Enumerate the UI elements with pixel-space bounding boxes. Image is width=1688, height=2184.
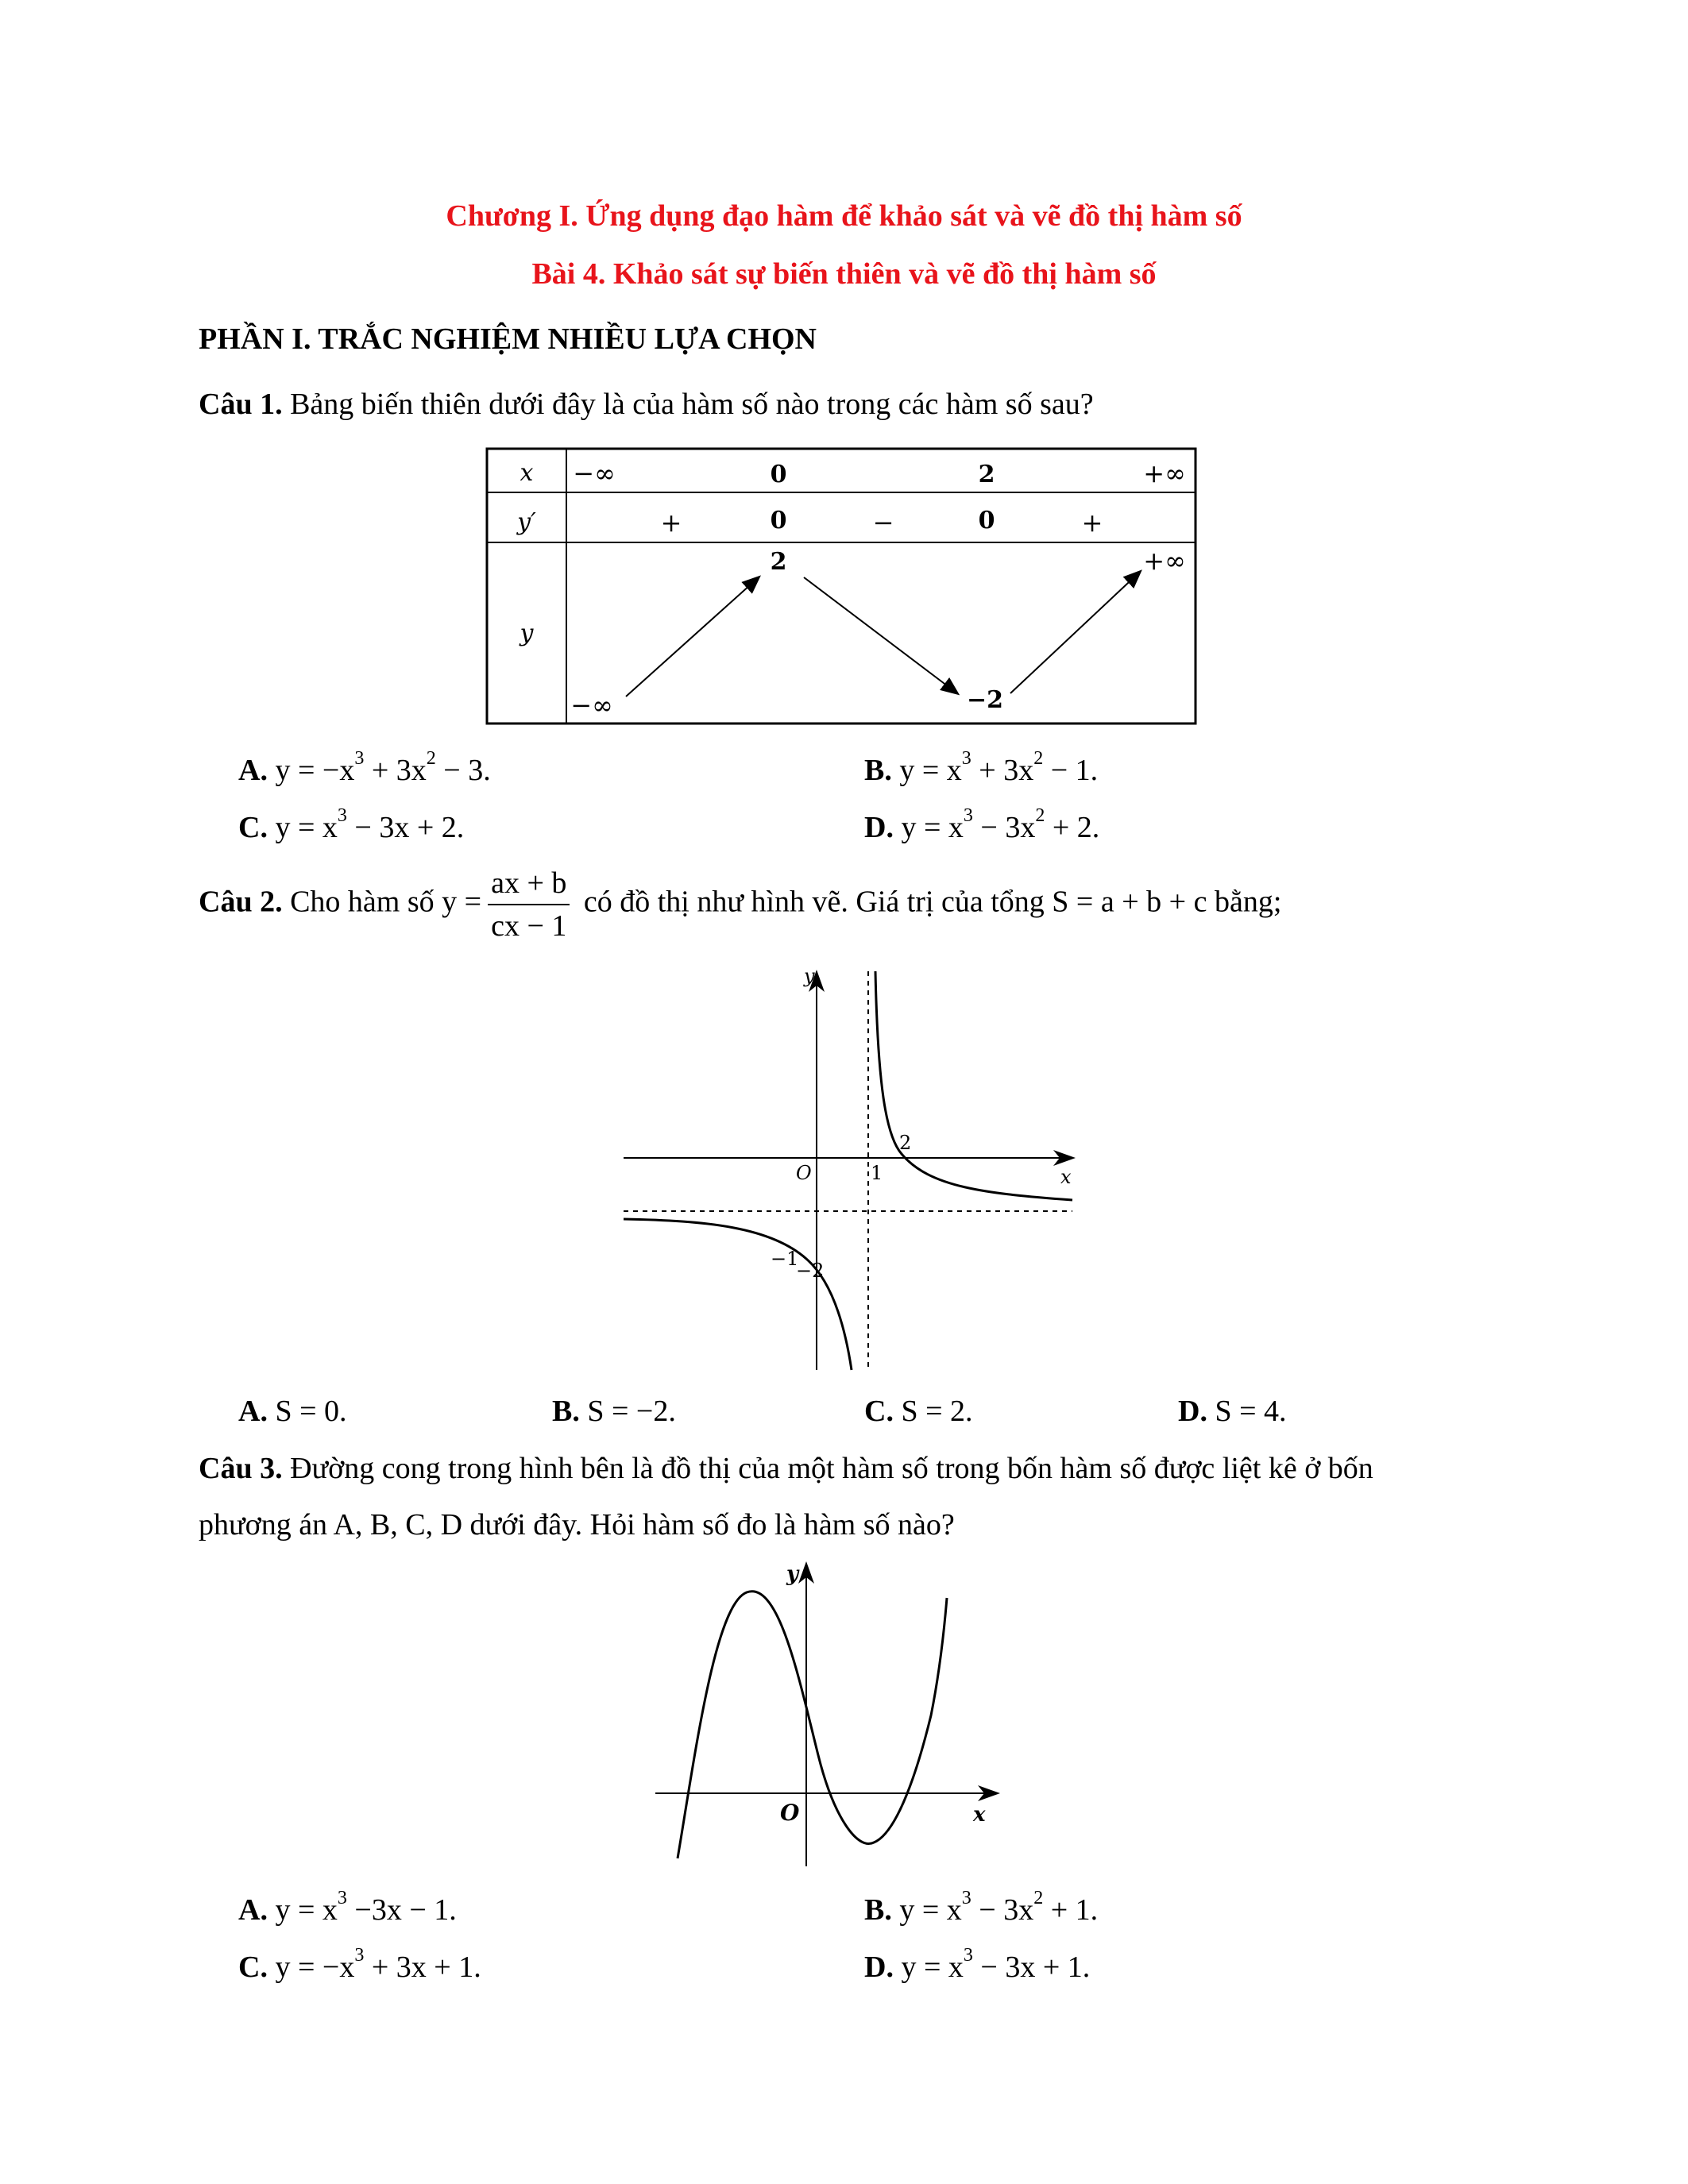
- yprime-zero: 0: [978, 507, 995, 534]
- origin-label: O: [796, 1162, 812, 1184]
- yprime-sign: −: [872, 507, 894, 538]
- fraction: $\frac{ax + b}{cx - 1}$: [488, 866, 570, 943]
- yprime-sign: +: [1081, 507, 1103, 538]
- q2-option-b[interactable]: B. S = −2.: [552, 1395, 676, 1428]
- q1-option-c[interactable]: C. $y = x^3 - 3x + 2$.: [238, 805, 465, 844]
- question-1-label: Câu 1.: [199, 388, 283, 421]
- x-value: 2: [978, 461, 995, 488]
- graph-branch-right: [875, 971, 1072, 1200]
- x-axis-label: x: [973, 1803, 986, 1827]
- x-value: +∞: [1143, 458, 1186, 488]
- y-value: +∞: [1143, 546, 1186, 576]
- variation-table: [477, 441, 1207, 735]
- q2-option-c[interactable]: C. S = 2.: [864, 1395, 973, 1428]
- origin-label: O: [780, 1800, 800, 1826]
- tick-label: 1: [871, 1162, 883, 1184]
- question-2: Câu 2. Cho hàm số y = $\frac{ax + b}{cx - 1}$ có đồ thị như hình vẽ. Giá trị của tổng S = a + b + c bằng;: [199, 866, 1282, 943]
- y-value: 2: [770, 548, 787, 576]
- question-3-line2: phương án A, B, C, D dưới đây. Hỏi hàm số đo là hàm số nào?: [199, 1508, 955, 1542]
- yprime-zero: 0: [770, 507, 787, 534]
- tick-label: −2: [796, 1260, 825, 1282]
- x-value: −∞: [573, 458, 616, 488]
- increase-arrow: [626, 577, 759, 696]
- lesson-title: Bài 4. Khảo sát sự biến thiên và vẽ đồ thị hàm số: [531, 257, 1157, 291]
- tick-label: 2: [899, 1132, 912, 1154]
- row-x-label: x: [520, 459, 534, 487]
- q3-option-c[interactable]: C. $y = -x^3 + 3x + 1$.: [238, 1945, 481, 1984]
- row-yprime-label: y′: [517, 508, 536, 536]
- yprime-sign: +: [660, 507, 682, 538]
- question-1: [199, 387, 1094, 422]
- q2-option-a[interactable]: A. S = 0.: [238, 1395, 347, 1428]
- section-heading: PHẦN I. TRẮC NGHIỆM NHIỀU LỰA CHỌN: [199, 322, 817, 356]
- y-value: −2: [966, 686, 1004, 714]
- y-axis-label: y: [786, 1562, 799, 1586]
- question-1-text: Bảng biến thiên dưới đây là của hàm số nào trong các hàm số sau?: [282, 388, 1094, 421]
- question-2-label: Câu 2.: [199, 885, 283, 919]
- q2-graph: [612, 965, 1088, 1374]
- decrease-arrow: [804, 577, 957, 693]
- x-axis-label: x: [1060, 1166, 1072, 1188]
- q3-option-d[interactable]: D. $y = x^3 - 3x + 1$.: [864, 1945, 1091, 1984]
- q3-option-a[interactable]: A. $y = x^3 -3x - 1$.: [238, 1888, 457, 1927]
- cubic-curve: [678, 1592, 947, 1858]
- chapter-title: Chương I. Ứng dụng đạo hàm để khảo sát và vẽ đồ thị hàm số: [446, 199, 1242, 233]
- question-3-label: Câu 3.: [199, 1452, 283, 1485]
- row-y-label: y: [520, 619, 534, 647]
- q3-graph: [651, 1557, 1001, 1870]
- q3-option-b[interactable]: B. $y = x^3 - 3x^2 + 1$.: [864, 1888, 1099, 1927]
- x-value: 0: [770, 461, 787, 488]
- y-value: −∞: [570, 690, 613, 720]
- tick-label: −1: [771, 1248, 799, 1270]
- q1-option-d[interactable]: D. $y = x^3 - 3x^2 + 2$.: [864, 805, 1100, 844]
- q1-option-a[interactable]: A. $y = -x^3 + 3x^2 - 3$.: [238, 748, 491, 787]
- y-axis-label: y: [804, 965, 815, 987]
- q1-option-b[interactable]: B. $y = x^3 + 3x^2 - 1$.: [864, 748, 1099, 787]
- increase-arrow: [1010, 572, 1140, 693]
- q2-option-d[interactable]: D. S = 4.: [1178, 1395, 1287, 1428]
- question-3: Câu 3. Đường cong trong hình bên là đồ thị của một hàm số trong bốn hàm số được liệt kê ở bốn: [199, 1452, 1373, 1485]
